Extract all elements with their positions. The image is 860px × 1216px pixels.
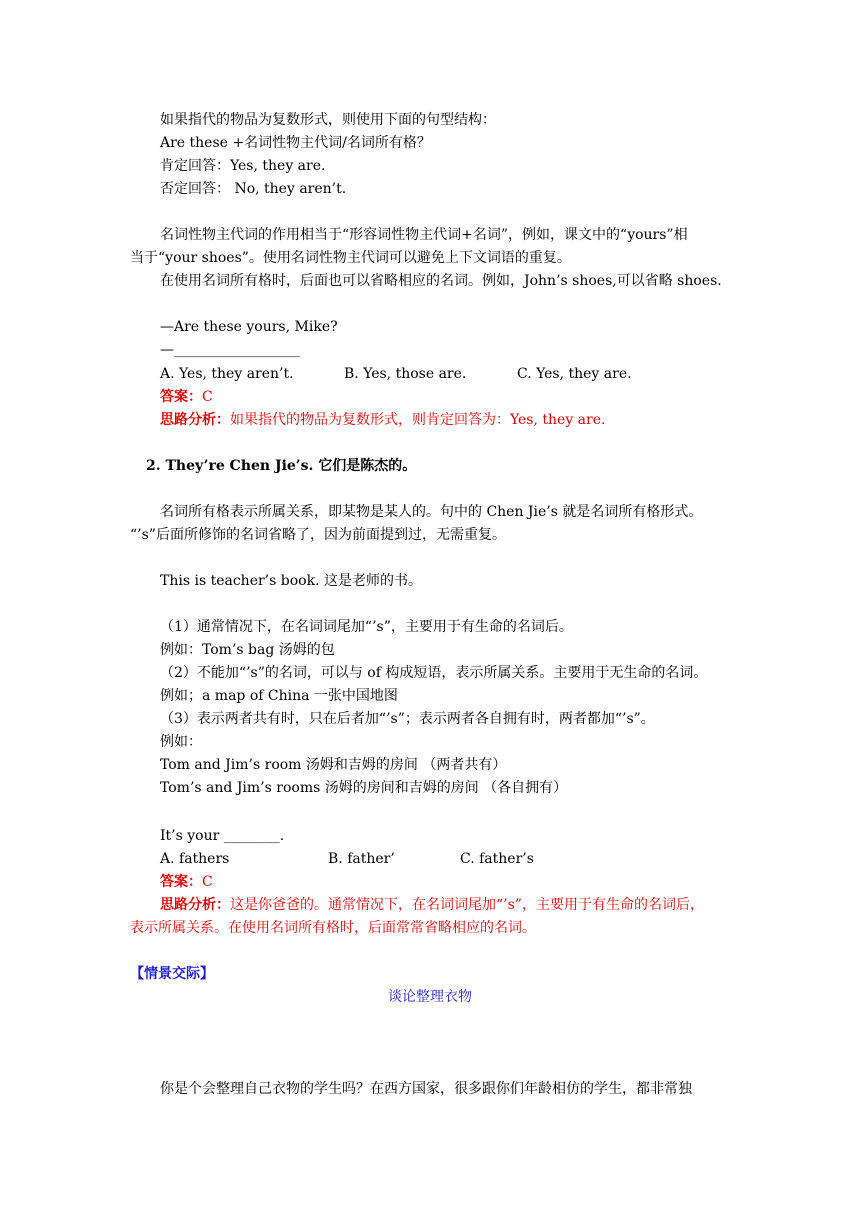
text-line: 否定回答： No, they aren’t. [160,181,347,197]
text-line: 例如；a map of China 一张中国地图 [160,688,398,704]
option-a: A. Yes, they aren’t. [160,366,294,382]
text-line: 例如：Tom’s bag 汤姆的包 [160,642,335,658]
analysis-label: 思路分析： [160,897,230,913]
text-line: This is teacher’s book. 这是老师的书。 [160,573,422,589]
text-line: 名词性物主代词的作用相当于“形容词性物主代词+名词”，例如，课文中的“yours”相 [160,227,688,243]
text-line: （2）不能加“’s”的名词，可以与 of 构成短语，表示所属关系。主要用于无生命的名词。 [160,665,708,681]
answer-blank: —__________________ [160,342,300,358]
text-line: 在使用名词所有格时，后面也可以省略相应的名词。例如，John’s shoes,可以省略 shoes. [160,273,722,289]
option-c: C. Yes, they are. [517,366,632,382]
option-b: B. father’ [328,851,395,867]
answer-value: C [202,874,213,890]
text-line: Tom’s and Jim’s rooms 汤姆的房间和吉姆的房间 （各自拥有） [160,780,568,796]
text-line: 当于“your shoes”。使用名词性物主代词可以避免上下文词语的重复。 [130,250,571,266]
q2-answer [160,873,213,891]
text-line: Tom and Jim’s room 汤姆和吉姆的房间 （两者共有） [160,757,507,773]
section-heading: 【情景交际】 [130,966,214,982]
text-line: （1）通常情况下，在名词词尾加“’s”，主要用于有生命的名词后。 [160,619,573,635]
q1-answer [160,388,213,406]
text-line: （3）表示两者共有时，只在后者加“’s”；表示两者各自拥有时，两者都加“’s”。 [160,711,655,727]
analysis-label: 思路分析： [160,412,230,428]
section-subtitle: 谈论整理衣物 [388,989,472,1005]
option-a: A. fathers [160,851,230,867]
option-c: C. father’s [460,851,534,867]
q2-analysis [160,896,704,914]
answer-label: 答案： [160,389,202,405]
q2-analysis-cont: 表示所属关系。在使用名词所有格时，后面常常省略相应的名词。 [130,920,536,936]
text-line: 例如： [160,734,202,750]
text-line: 如果指代的物品为复数形式，则使用下面的句型结构： [160,112,496,128]
answer-label: 答案： [160,874,202,890]
text-line: 你是个会整理自己衣物的学生吗？在西方国家，很多跟你们年龄相仿的学生，都非常独 [160,1081,692,1097]
analysis-text: 这是你爸爸的。通常情况下，在名词词尾加“’s”，主要用于有生命的名词后， [230,897,704,913]
text-line: “’s”后面所修饰的名词省略了，因为前面提到过，无需重复。 [130,527,506,543]
question-stem: It’s your ________. [160,828,285,844]
question-stem: —Are these yours, Mike? [160,319,338,335]
point-heading: 2. They’re Chen Jie’s. 它们是陈杰的。 [146,458,417,474]
q1-analysis [160,411,605,429]
option-b: B. Yes, those are. [344,366,467,382]
text-line: 名词所有格表示所属关系，即某物是某人的。句中的 Chen Jie’s 就是名词所有格形式。 [160,504,703,520]
answer-value: C [202,389,213,405]
text-line: 肯定回答：Yes, they are. [160,158,326,174]
analysis-text: 如果指代的物品为复数形式，则肯定回答为：Yes, they are. [230,412,606,428]
text-line: Are these +名词性物主代词/名词所有格？ [160,135,431,151]
